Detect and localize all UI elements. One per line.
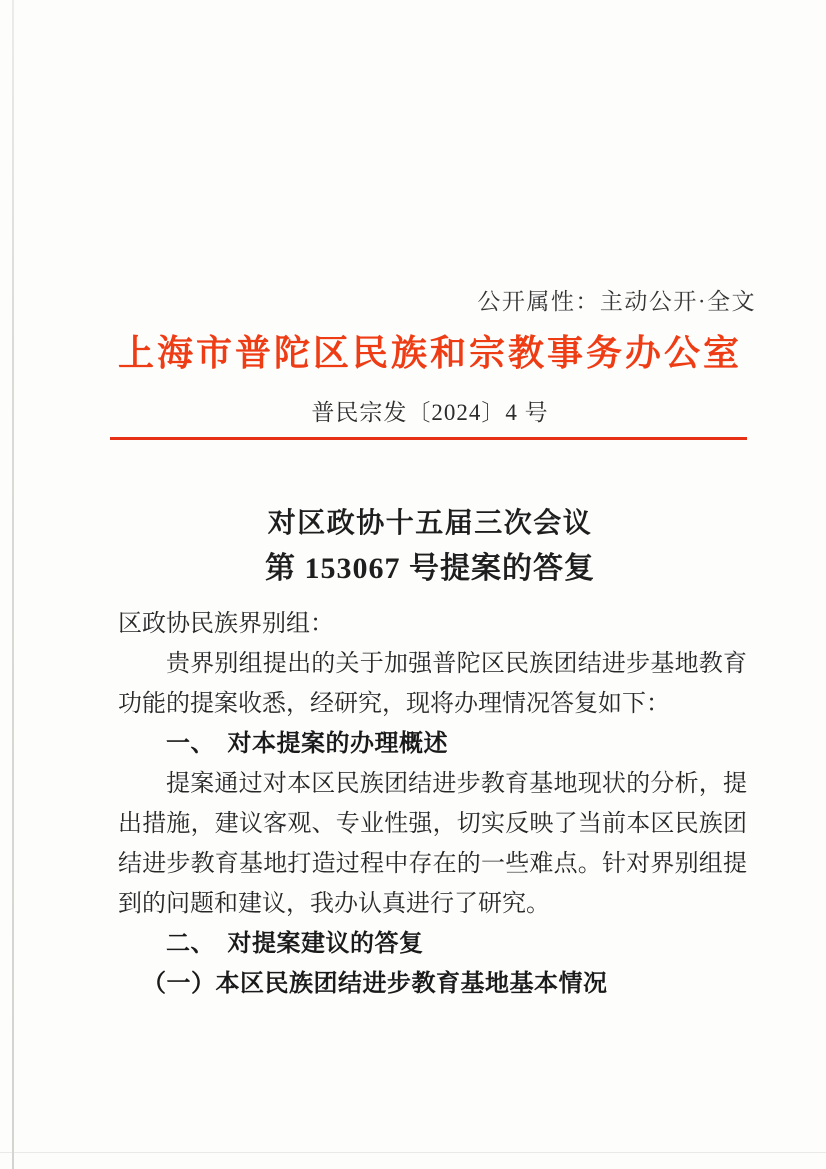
document-body	[118, 604, 747, 1004]
document-title-line2: 第 153067 号提案的答复	[265, 552, 595, 585]
document-reference-number: 普民宗发〔2024〕4 号	[311, 400, 549, 425]
document-title	[110, 502, 750, 592]
issuing-organization-masthead: 上海市普陀区民族和宗教事务办公室	[117, 333, 742, 373]
section1-paragraph: 提案通过对本区民族团结进步教育基地现状的分析，提出措施，建议客观、专业性强，切实反映了当前本区民族团结进步教育基地打造过程中存在的一些难点。针对界别组提到的问题和建议，我办认真进行了研究。	[118, 771, 747, 917]
scan-edge-left-artifact	[12, 0, 14, 1169]
section2-heading: 二、 对提案建议的答复	[166, 931, 424, 957]
scan-edge-bottom-artifact	[0, 1152, 826, 1153]
intro-paragraph: 贵界别组提出的关于加强普陀区民族团结进步基地教育功能的提案收悉，经研究，现将办理情况答复如下：	[118, 651, 747, 717]
section2-subsection1-heading: （一）本区民族团结进步教育基地基本情况	[142, 971, 608, 997]
section1-heading: 一、 对本提案的办理概述	[166, 731, 448, 757]
salutation-line: 区政协民族界别组：	[118, 611, 334, 637]
publicity-attribute-line: 公开属性：主动公开·全文	[477, 289, 756, 314]
document-title-line1: 对区政协十五届三次会议	[267, 508, 593, 539]
masthead-divider-rule	[110, 437, 747, 440]
